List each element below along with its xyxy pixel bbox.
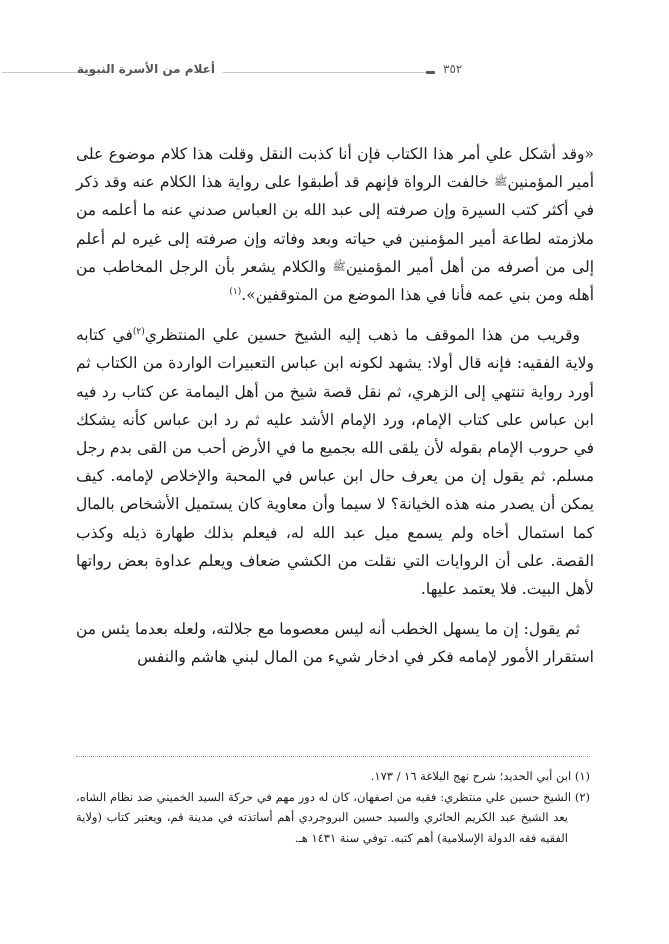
- montazeri-text-1: وقريب من هذا الموقف ما ذهب إليه الشيخ حسين علي المنتظري: [144, 326, 580, 345]
- footnote-text: ابن أبي الحديد؛ شرح نهج البلاغة ١٦ / ١٧٣.: [370, 769, 572, 783]
- footnote-marker: (٢): [574, 789, 591, 804]
- then-says-text: ثم يقول: إن ما يسهل الخطب أنه ليس معصوما مع جلالته، ولعله بعدما يئس من استقرار الأمور لإمامه فكر في ادخار شيء من المال لبني هاشم والنفس: [76, 620, 594, 667]
- quote-text-2: خالفت الرواة فإنهم قد أطبقوا على رواية هذا الكلام عنه وقد ذكر في أكثر كتب السيرة وإن صرفته إلى عبد الله بن العباس صدني عنه ما أعلمه من ملازمته لطاعة أمير المؤمنين في حياته وبعد وفاته وإن صرفته إلى غيره لم أعلم إلى من أصرفه من أهل أمير المؤمنين: [76, 173, 594, 276]
- footnotes: [76, 766, 590, 848]
- body-text: [76, 140, 594, 684]
- footnote-separator: [76, 756, 590, 757]
- paragraph-quote: [76, 140, 594, 309]
- footnote-ref-2[interactable]: (٢): [132, 327, 145, 338]
- footnote-marker: (١): [574, 769, 590, 783]
- honorific-icon: ﷺ: [332, 259, 346, 273]
- header-dash-ornament: [426, 71, 435, 74]
- honorific-icon: ﷺ: [494, 175, 508, 189]
- footnote-ref-1[interactable]: (١): [229, 286, 242, 297]
- footnote-text: الشيخ حسين علي منتظري: فقيه من اصفهان، كان له دور مهم في حركة السيد الخميني ضد نظام الشاه، يعد الشيخ عبد الكريم الحائري والسيد حسين البروجردي أهم أساتذته في مدينة قم، ويعتبر كتاب (ولاية الفقيه فقه الدولة الإسلامية) أهم كتبه. توفي سنة ١٤٣١ هـ.: [76, 789, 572, 845]
- quote-text-1: «وقد أشكل علي أمر هذا الكتاب فإن أنا كذبت النقل وقلت هذا كلام موضوع على أمير المؤمنين: [76, 145, 595, 192]
- paragraph-then-says: [76, 615, 594, 671]
- running-header: [0, 60, 669, 84]
- header-rule-middle: [223, 72, 430, 73]
- footnote-2: [76, 787, 590, 849]
- montazeri-text-2: في كتابه ولاية الفقيه: فإنه قال أولا: يشهد لكونه ابن عباس التعبيرات الواردة من الكتاب ثم أورد رواية تنتهي إلى الزهري، ثم نقل قصة شيخ من أهل اليمامة عن كتاب رد فيه ابن عباس على كتاب الإمام، ورد الإمام الأشد عليه ثم رد ابن عباس كأنه يشكك في حروب الإمام بقوله لأن يلقى الله بجميع ما في الأرض أحب من القى بدم رجل مسلم. ثم يقول إن من يعرف حال ابن عباس في المحبة والإخلاص لإمامه. كيف يمكن أن يصدر منه هذه الخيانة؟ لا سيما وأن معاوية كان يستميل الأشخاص بالمال كما استمال أخاه ولم يسمع ميل عبد الله له، فيعلم بذلك طهارة ذيله وكذب القصة. على أن الروايات التي نقلت من الكشي ضعاف ويعلم عداوة بعض رواتها لأهل البيت. فلا يعتمد عليها.: [76, 326, 594, 599]
- book-title: أعلام من الأسرة النبوية: [76, 62, 215, 76]
- paragraph-montazeri: [76, 321, 594, 603]
- page-number: ٣٥٢: [443, 62, 463, 76]
- quote-text-3: والكلام يشعر بأن الرجل المخاطب من أهله ومن بني عمه فأنا في هذا الموضع من المتوقفين».: [76, 257, 594, 305]
- footnote-1: [76, 766, 590, 787]
